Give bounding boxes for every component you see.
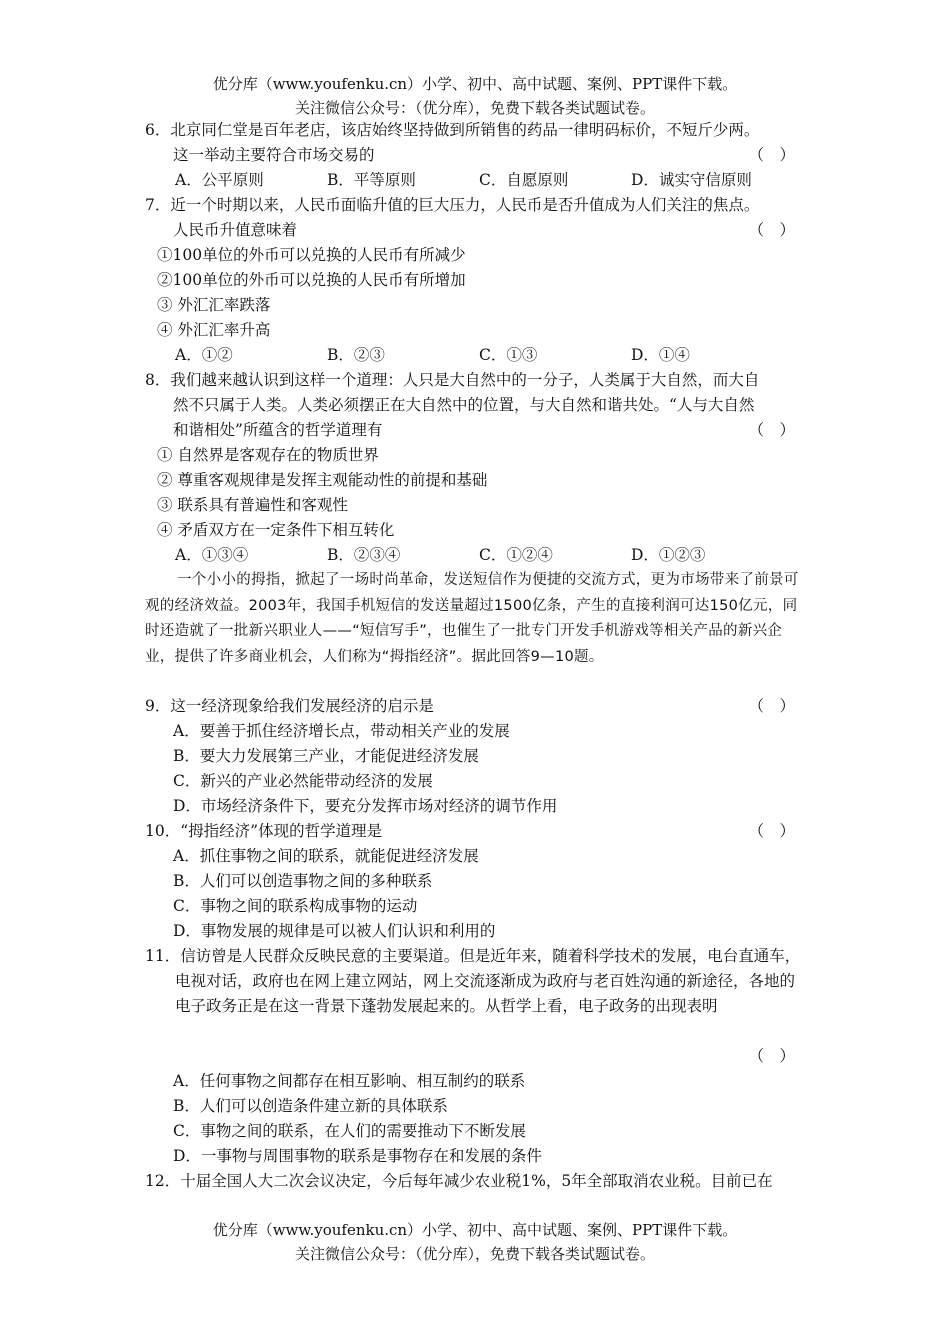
q10-stem-line	[145, 819, 805, 844]
q10-option-a: A．抓住事物之间的联系，就能促进经济发展	[173, 847, 479, 865]
q8-item-1: ① 自然界是客观存在的物质世界	[157, 446, 379, 464]
q11-option-b: B．人们可以创造条件建立新的具体联系	[173, 1097, 448, 1115]
q7-stem-line-2	[145, 218, 805, 243]
q8-answer-paren: （ ）	[748, 421, 795, 439]
q8-option-b: B．②③④	[327, 546, 401, 564]
question-content	[145, 118, 805, 1194]
q6-option-d: D．诚实守信原则	[631, 171, 752, 189]
q8-item-4: ④ 矛盾双方在一定条件下相互转化	[157, 521, 395, 539]
q6-stem-text: 这一举动主要符合市场交易的	[173, 146, 375, 164]
q8-option-d: D．①②③	[631, 546, 706, 564]
q11-option-a: A．任何事物之间都存在相互影响、相互制约的联系	[173, 1072, 526, 1090]
q7-option-d: D．①④	[631, 346, 690, 364]
q7-option-a: A．①②	[175, 346, 233, 364]
q9-option-b: B．要大力发展第三产业，才能促进经济发展	[173, 747, 479, 765]
q7-answer-paren: （ ）	[748, 221, 795, 239]
q6-option-b: B．平等原则	[327, 171, 416, 189]
page-footer	[0, 1218, 950, 1266]
header-line-1: 优分库（www.youfenku.cn）小学、初中、高中试题、案例、PPT课件下载。	[212, 75, 738, 93]
q9-option-c: C．新兴的产业必然能带动经济的发展	[173, 772, 433, 790]
q11-option-c: C．事物之间的联系，在人们的需要推动下不断发展	[173, 1122, 526, 1140]
q11-paren-line	[145, 1044, 805, 1069]
q8-option-a: A．①③④	[175, 546, 249, 564]
q11-stem: 11．信访曾是人民群众反映民意的主要渠道。但是近年来，随着科学技术的发展，电台直通车，电视对话，政府也在网上建立网站，网上交流逐渐成为政府与老百姓沟通的新途径，各地的电子政务正是在这一背景下蓬勃发展起来的。从哲学上看，电子政务的出现表明	[145, 947, 801, 1015]
q10-answer-paren: （ ）	[748, 822, 795, 840]
reading-passage: 一个小小的拇指，掀起了一场时尚革命，发送短信作为便捷的交流方式，更为市场带来了前景可观的经济效益。2003年，我国手机短信的发送量超过1500亿条，产生的直接利润可达150亿元，同时还造就了一批新兴职业人——“短信写手”，也催生了一批专门开发手机游戏等相关产品的新兴企业，提供了许多商业机会，人们称为“拇指经济”。据此回答9—10题。	[145, 572, 799, 665]
q6-option-c: C．自愿原则	[479, 171, 569, 189]
q7-item-2: ②100单位的外币可以兑换的人民币有所增加	[157, 271, 466, 289]
q10-stem-text: 10．“拇指经济”体现的哲学道理是	[145, 822, 383, 840]
q8-options	[145, 543, 805, 568]
q8-stem-line-2: 然不只属于人类。人类必须摆正在大自然中的位置，与大自然和谐共处。“人与大自然	[173, 396, 755, 414]
q9-option-a: A．要善于抓住经济增长点，带动相关产业的发展	[173, 722, 510, 740]
q9-stem-line	[145, 694, 805, 719]
q6-stem-line-2	[145, 143, 805, 168]
q7-stem-line-1: 7．近一个时期以来，人民币面临升值的巨大压力，人民币是否升值成为人们关注的焦点。	[145, 196, 760, 214]
q12-stem: 12．十届全国人大二次会议决定，今后每年减少农业税1%，5年全部取消农业税。目前已在	[145, 1172, 773, 1190]
q8-stem-text: 和谐相处”所蕴含的哲学道理有	[173, 421, 383, 439]
q9-option-d: D．市场经济条件下，要充分发挥市场对经济的调节作用	[173, 797, 558, 815]
q8-stem-line-1: 8．我们越来越认识到这样一个道理：人只是大自然中的一分子，人类属于大自然，而大自	[145, 371, 760, 389]
q7-option-b: B．②③	[327, 346, 385, 364]
q7-stem-text: 人民币升值意味着	[173, 221, 298, 239]
q6-option-a: A．公平原则	[175, 171, 264, 189]
q8-stem-line-3	[145, 418, 805, 443]
q8-item-2: ② 尊重客观规律是发挥主观能动性的前提和基础	[157, 471, 488, 489]
page-header	[0, 72, 950, 120]
q6-stem-line-1: 6．北京同仁堂是百年老店，该店始终坚持做到所销售的药品一律明码标价，不短斤少两。	[145, 121, 760, 139]
footer-line-1: 优分库（www.youfenku.cn）小学、初中、高中试题、案例、PPT课件下载。	[212, 1221, 738, 1239]
q8-option-c: C．①②④	[479, 546, 553, 564]
q11-answer-paren: （ ）	[748, 1047, 795, 1065]
q10-option-c: C．事物之间的联系构成事物的运动	[173, 897, 418, 915]
q8-item-3: ③ 联系具有普遍性和客观性	[157, 496, 348, 514]
q10-option-b: B．人们可以创造事物之间的多种联系	[173, 872, 433, 890]
q9-stem-text: 9．这一经济现象给我们发展经济的启示是	[145, 697, 434, 715]
q7-option-c: C．①③	[479, 346, 538, 364]
q6-answer-paren: （ ）	[748, 146, 795, 164]
q9-answer-paren: （ ）	[748, 697, 795, 715]
q7-item-4: ④ 外汇汇率升高	[157, 321, 271, 339]
q10-option-d: D．事物发展的规律是可以被人们认识和利用的	[173, 922, 496, 940]
header-line-2: 关注微信公众号：（优分库），免费下载各类试题试卷。	[294, 99, 655, 117]
q7-item-3: ③ 外汇汇率跌落	[157, 296, 271, 314]
q7-item-1: ①100单位的外币可以兑换的人民币有所减少	[157, 246, 466, 264]
footer-line-2: 关注微信公众号：（优分库），免费下载各类试题试卷。	[294, 1245, 655, 1263]
q7-options	[145, 343, 805, 368]
q6-options	[145, 168, 805, 193]
q11-option-d: D．一事物与周围事物的联系是事物存在和发展的条件	[173, 1147, 542, 1165]
